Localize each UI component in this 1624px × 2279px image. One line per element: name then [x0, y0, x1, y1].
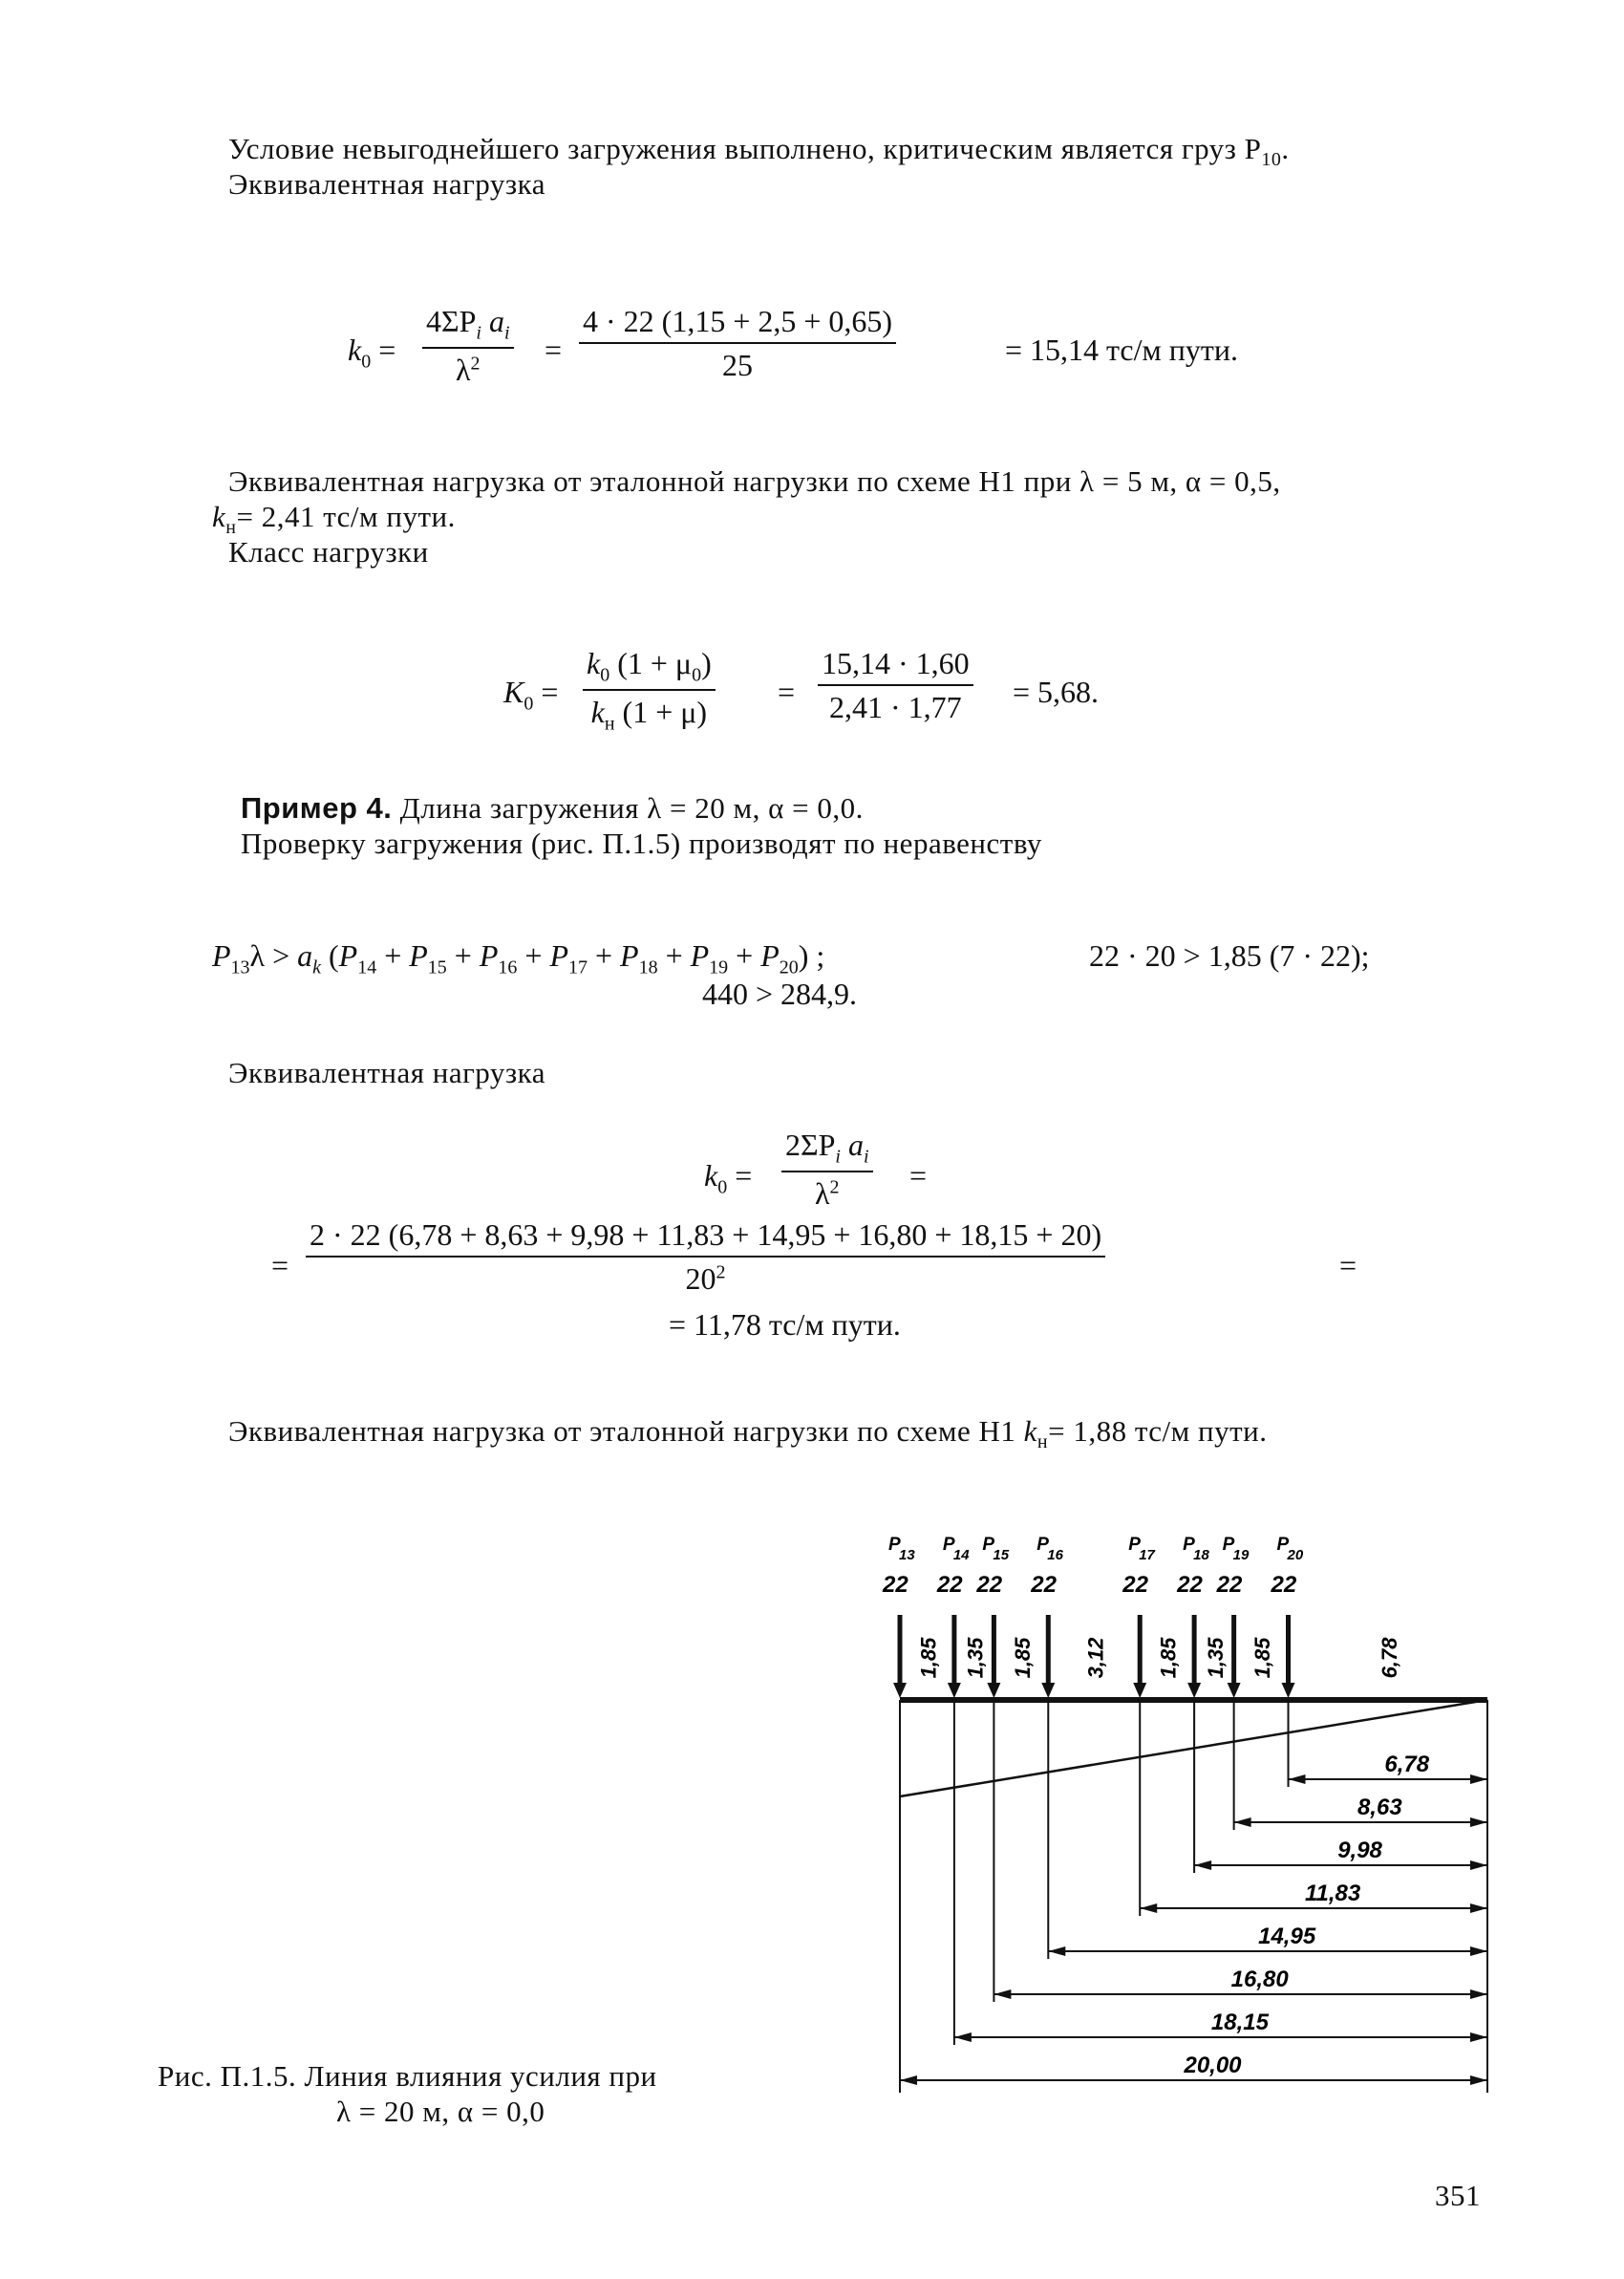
load-arrow-head	[1282, 1683, 1295, 1698]
paragraph-check: Проверку загружения (рис. П.1.5) производят по неравенству	[241, 827, 1042, 860]
dimension-arrow-left	[1048, 1946, 1065, 1956]
load-arrow-head	[948, 1683, 961, 1698]
load-label: P	[1036, 1535, 1049, 1555]
equals-sign: =	[545, 333, 563, 367]
load-label-sub: 16	[1047, 1547, 1063, 1563]
dimension-label: 8,63	[1357, 1795, 1402, 1820]
paragraph-conclusion: Условие невыгоднейшего загружения выполнено, критическим является груз $P_{10}$.	[228, 132, 1290, 171]
formula-k0-frac1: $4\Sigma P_i$ $a_i$ $\lambda^2$	[422, 304, 514, 388]
figure-caption: Рис. П.1.5. Линия влияния усилия при	[158, 2059, 657, 2093]
load-label-sub: 19	[1232, 1547, 1250, 1563]
page-number: 351	[1435, 2179, 1481, 2212]
dimension-arrow-left	[1194, 1860, 1211, 1870]
load-value: 22	[1122, 1572, 1148, 1598]
formula-inequality: $P_{13}\lambda > a_k$ $(P_{14} + P_{15} + P_{16} + P_{17} + P_{18} + P_{19} + P_{20})$ ;	[212, 938, 825, 978]
spacing-label: 1,35	[1203, 1637, 1228, 1679]
load-arrow-head	[1133, 1683, 1146, 1698]
load-arrow-head	[1228, 1683, 1241, 1698]
equals-sign: =	[1339, 1248, 1357, 1282]
dimension-arrow-right	[1470, 1946, 1487, 1956]
load-value: 22	[1271, 1572, 1297, 1598]
spacing-label: 1,35	[963, 1637, 988, 1679]
load-label-sub: 18	[1193, 1547, 1209, 1563]
formula-k0-frac2: 4 · 22 (1,15 + 2,5 + 0,65) 25	[579, 304, 896, 383]
load-value: 22	[1031, 1572, 1057, 1598]
spacing-label: 3,12	[1083, 1637, 1108, 1679]
dimension-arrow-left	[1140, 1903, 1157, 1913]
dimension-arrow-left	[1289, 1774, 1306, 1784]
formula-inequality-numeric: 22 · 20 > 1,85 (7 · 22);	[1089, 938, 1370, 973]
dimension-arrow-left	[1234, 1817, 1251, 1827]
spacing-label: 1,85	[1010, 1637, 1035, 1679]
formula-k0-ex4-lhs: $k_0$ =	[704, 1158, 753, 1198]
formula-k0-ex4-result: = 11,78 тс/м пути.	[669, 1307, 901, 1342]
load-label: P	[1128, 1535, 1141, 1555]
dimension-arrow-right	[1470, 2032, 1487, 2042]
paragraph-reference-load-ex4: Эквивалентная нагрузка от эталонной нагрузки по схеме Н1 $k_н= 1,88$ тс/м пути.	[228, 1414, 1268, 1453]
spacing-label: 1,85	[1156, 1637, 1181, 1679]
paragraph-reference-load-line2: $k_н= 2,41$ тс/м пути.	[212, 500, 456, 539]
dimension-label: 16,80	[1230, 1967, 1289, 1992]
load-label: P	[942, 1535, 955, 1555]
load-arrow-head	[1041, 1683, 1055, 1698]
example-heading: Пример 4. Длина загружения λ = 20 м, α = 0,0.	[241, 791, 864, 825]
load-value: 22	[1177, 1572, 1203, 1598]
dimension-label: 6,78	[1384, 1752, 1430, 1777]
figure-caption-line2: λ = 20 м, α = 0,0	[336, 2095, 545, 2128]
load-arrow-head	[1187, 1683, 1201, 1698]
equals-sign: =	[909, 1158, 928, 1193]
load-value: 22	[936, 1572, 963, 1598]
dimension-arrow-left	[994, 1989, 1011, 1999]
formula-k0-ex4-frac: $2\Sigma P_i$ $a_i$ $\lambda^2$	[781, 1128, 873, 1212]
spacing-label: 1,85	[1250, 1637, 1275, 1679]
load-arrow-head	[987, 1683, 1000, 1698]
load-label-sub: 20	[1287, 1547, 1304, 1563]
load-label-sub: 15	[993, 1547, 1010, 1563]
formula-inequality-result: 440 > 284,9.	[702, 977, 858, 1011]
load-label-sub: 13	[899, 1547, 915, 1563]
load-value: 22	[1216, 1572, 1243, 1598]
load-label-sub: 14	[952, 1547, 970, 1563]
load-arrow-head	[893, 1683, 907, 1698]
dimension-arrow-right	[1470, 1989, 1487, 1999]
formula-K0-result: = 5,68.	[1013, 675, 1100, 709]
load-label: P	[1276, 1535, 1290, 1555]
formula-K0-frac1: $k_0$ $(1 + \mu_0)$ $k_н$ (1 + μ)	[583, 646, 716, 736]
dimension-arrow-right	[1470, 1817, 1487, 1827]
dimension-arrow-left	[954, 2032, 972, 2042]
dimension-label: 18,15	[1210, 2010, 1269, 2035]
equals-sign: =	[271, 1248, 289, 1282]
dimension-arrow-right	[1470, 1860, 1487, 1870]
dimension-arrow-right	[1470, 2075, 1487, 2085]
dimension-label: 9,98	[1337, 1838, 1382, 1863]
paragraph-load-class-label: Класс нагрузки	[228, 535, 429, 569]
dimension-arrow-right	[1470, 1903, 1487, 1913]
paragraph-equivalent-load-label-2: Эквивалентная нагрузка	[228, 1056, 545, 1089]
load-label: P	[1222, 1535, 1235, 1555]
load-value: 22	[976, 1572, 1003, 1598]
load-label: P	[888, 1535, 901, 1555]
load-label: P	[1183, 1535, 1195, 1555]
formula-K0-lhs: $K_0$ =	[503, 675, 559, 715]
formula-k0-ex4-long-frac: 2 · 22 (6,78 + 8,63 + 9,98 + 11,83 + 14,95 + 16,80 + 18,15 + 20) $20^2$	[306, 1217, 1105, 1297]
dimension-label: 20,00	[1184, 2053, 1242, 2078]
formula-K0-frac2: 15,14 · 1,60 2,41 · 1,77	[818, 646, 973, 725]
spacing-label: 6,78	[1377, 1637, 1401, 1679]
dimension-label: 14,95	[1258, 1924, 1316, 1949]
formula-k0-result: = 15,14 тс/м пути.	[1005, 333, 1238, 367]
equals-sign: =	[778, 675, 796, 709]
formula-k0-lhs: $k_0$ =	[348, 333, 396, 373]
paragraph-equivalent-load-label: Эквивалентная нагрузка	[228, 167, 545, 201]
spacing-label: 1,85	[916, 1637, 941, 1679]
dimension-arrow-left	[900, 2075, 917, 2085]
dimension-arrow-right	[1470, 1774, 1487, 1784]
load-label: P	[982, 1535, 995, 1555]
paragraph-reference-load: Эквивалентная нагрузка от эталонной нагрузки по схеме Н1 при λ = 5 м, α = 0,5,	[228, 464, 1281, 498]
dimension-label: 11,83	[1304, 1881, 1361, 1906]
load-value: 22	[883, 1572, 908, 1598]
load-label-sub: 17	[1139, 1547, 1155, 1563]
